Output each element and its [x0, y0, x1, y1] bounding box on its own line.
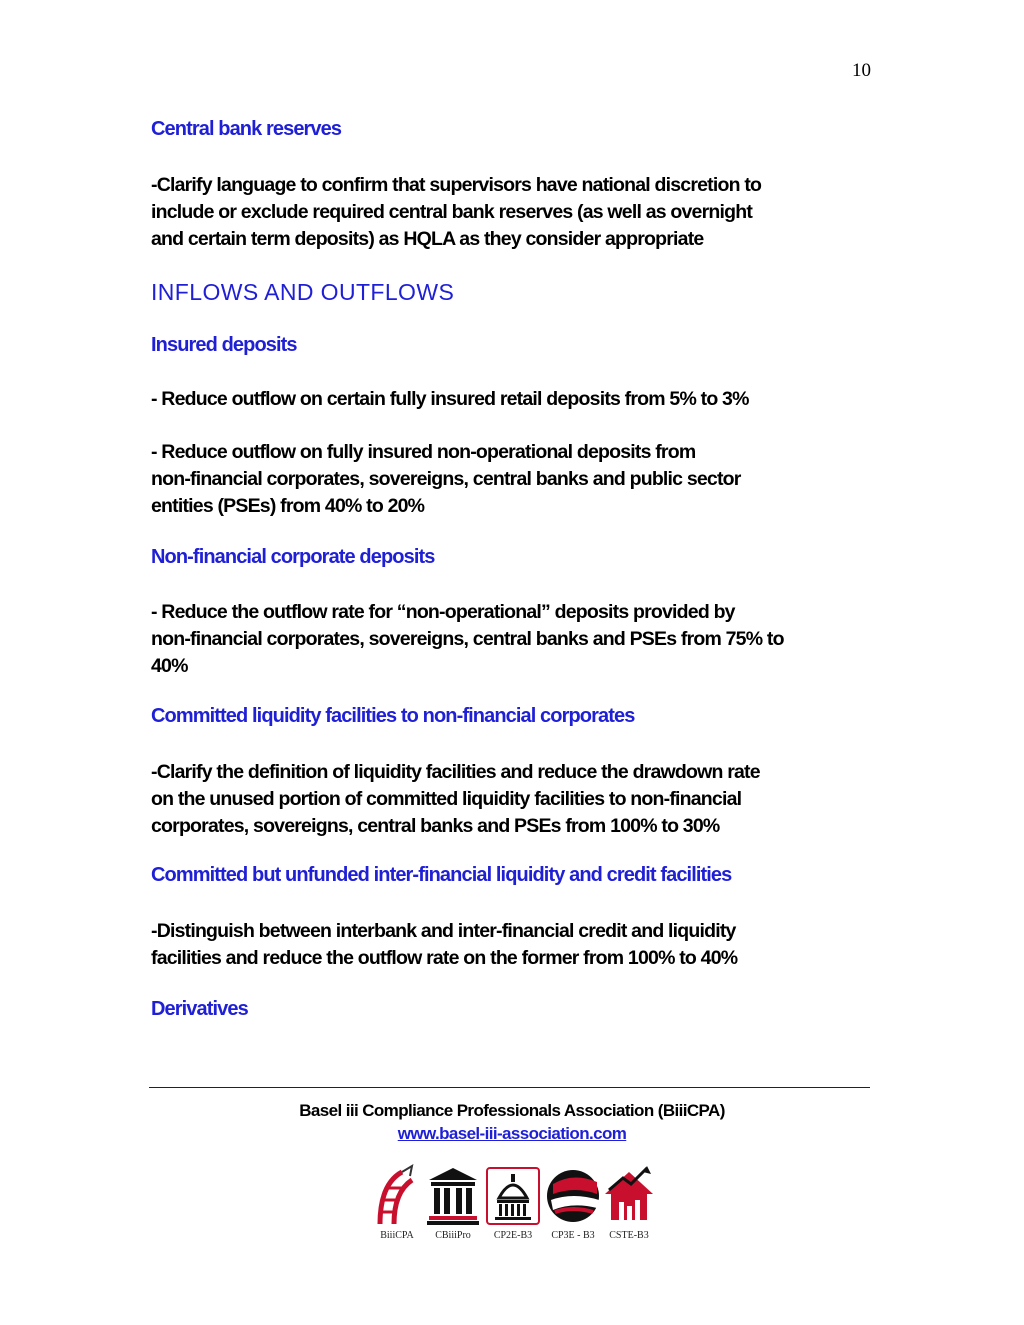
section-title-inflows-outflows: INFLOWS AND OUTFLOWS	[151, 279, 455, 305]
globe-wave-icon	[545, 1164, 601, 1226]
heading-insured-deposits: Insured deposits	[151, 334, 297, 356]
text-line: include or exclude required central bank reserves (as well as overnight	[151, 201, 753, 223]
text-line: entities (PSEs) from 40% to 20%	[151, 495, 425, 517]
paragraph-insured-nonoperational	[151, 439, 876, 520]
paragraph-committed	[151, 759, 876, 840]
text-line: facilities and reduce the outflow rate on the former from 100% to 40%	[151, 947, 738, 969]
text-line: - Reduce the outflow rate for “non-operational” deposits provided by	[151, 601, 735, 623]
capitol-dome-icon	[485, 1164, 541, 1226]
heading-committed-unfunded: Committed but unfunded inter-financial liquidity and credit facilities	[151, 864, 732, 886]
website-link[interactable]: www.basel-iii-association.com	[397, 1124, 627, 1143]
paragraph-insured-retail	[151, 386, 876, 413]
footer-organization: Basel iii Compliance Professionals Association (BiiiCPA)	[299, 1101, 725, 1120]
text-line: 40%	[151, 655, 188, 677]
footer-website	[0, 1124, 1024, 1144]
heading-committed-liquidity-facilities: Committed liquidity facilities to non-financial corporates	[151, 705, 635, 727]
text-line: corporates, sovereigns, central banks and PSEs from 100% to 30%	[151, 815, 720, 837]
ladder-arch-icon	[372, 1164, 422, 1226]
paragraph-unfunded	[151, 918, 876, 972]
text-line: non-financial corporates, sovereigns, central banks and public sector	[151, 468, 741, 490]
heading-central-bank-reserves: Central bank reserves	[151, 118, 342, 140]
text-line: - Reduce outflow on certain fully insured retail deposits from 5% to 3%	[151, 388, 749, 410]
logo-label: CBiiiPro	[435, 1230, 471, 1241]
logo-cste-b3	[600, 1164, 658, 1252]
text-line: - Reduce outflow on fully insured non-operational deposits from	[151, 441, 696, 463]
logo-label: CP2E-B3	[493, 1230, 533, 1241]
heading-nonfinancial-corporate-deposits: Non-financial corporate deposits	[151, 546, 435, 568]
footer-logos	[360, 1164, 660, 1254]
text-line: and certain term deposits) as HQLA as they consider appropriate	[151, 228, 704, 250]
logo-label: CP3E - B3	[551, 1230, 595, 1241]
house-chart-icon	[601, 1164, 657, 1226]
text-line: non-financial corporates, sovereigns, central banks and PSEs from 75% to	[151, 628, 784, 650]
text-line: -Clarify language to confirm that supervisors have national discretion to	[151, 174, 762, 196]
logo-label: BiiiCPA	[380, 1230, 414, 1241]
page-number: 10	[852, 60, 871, 81]
paragraph-nonfinancial	[151, 599, 876, 680]
logo-label: CSTE-B3	[609, 1230, 649, 1241]
text-line: -Distinguish between interbank and inter-financial credit and liquidity	[151, 920, 736, 942]
heading-derivatives: Derivatives	[151, 998, 248, 1020]
text-line: -Clarify the definition of liquidity facilities and reduce the drawdown rate	[151, 761, 760, 783]
paragraph-central-bank-reserves	[151, 172, 876, 253]
text-line: on the unused portion of committed liquidity facilities to non-financial	[151, 788, 742, 810]
bank-columns-icon	[425, 1164, 481, 1226]
footer-divider	[149, 1087, 870, 1088]
